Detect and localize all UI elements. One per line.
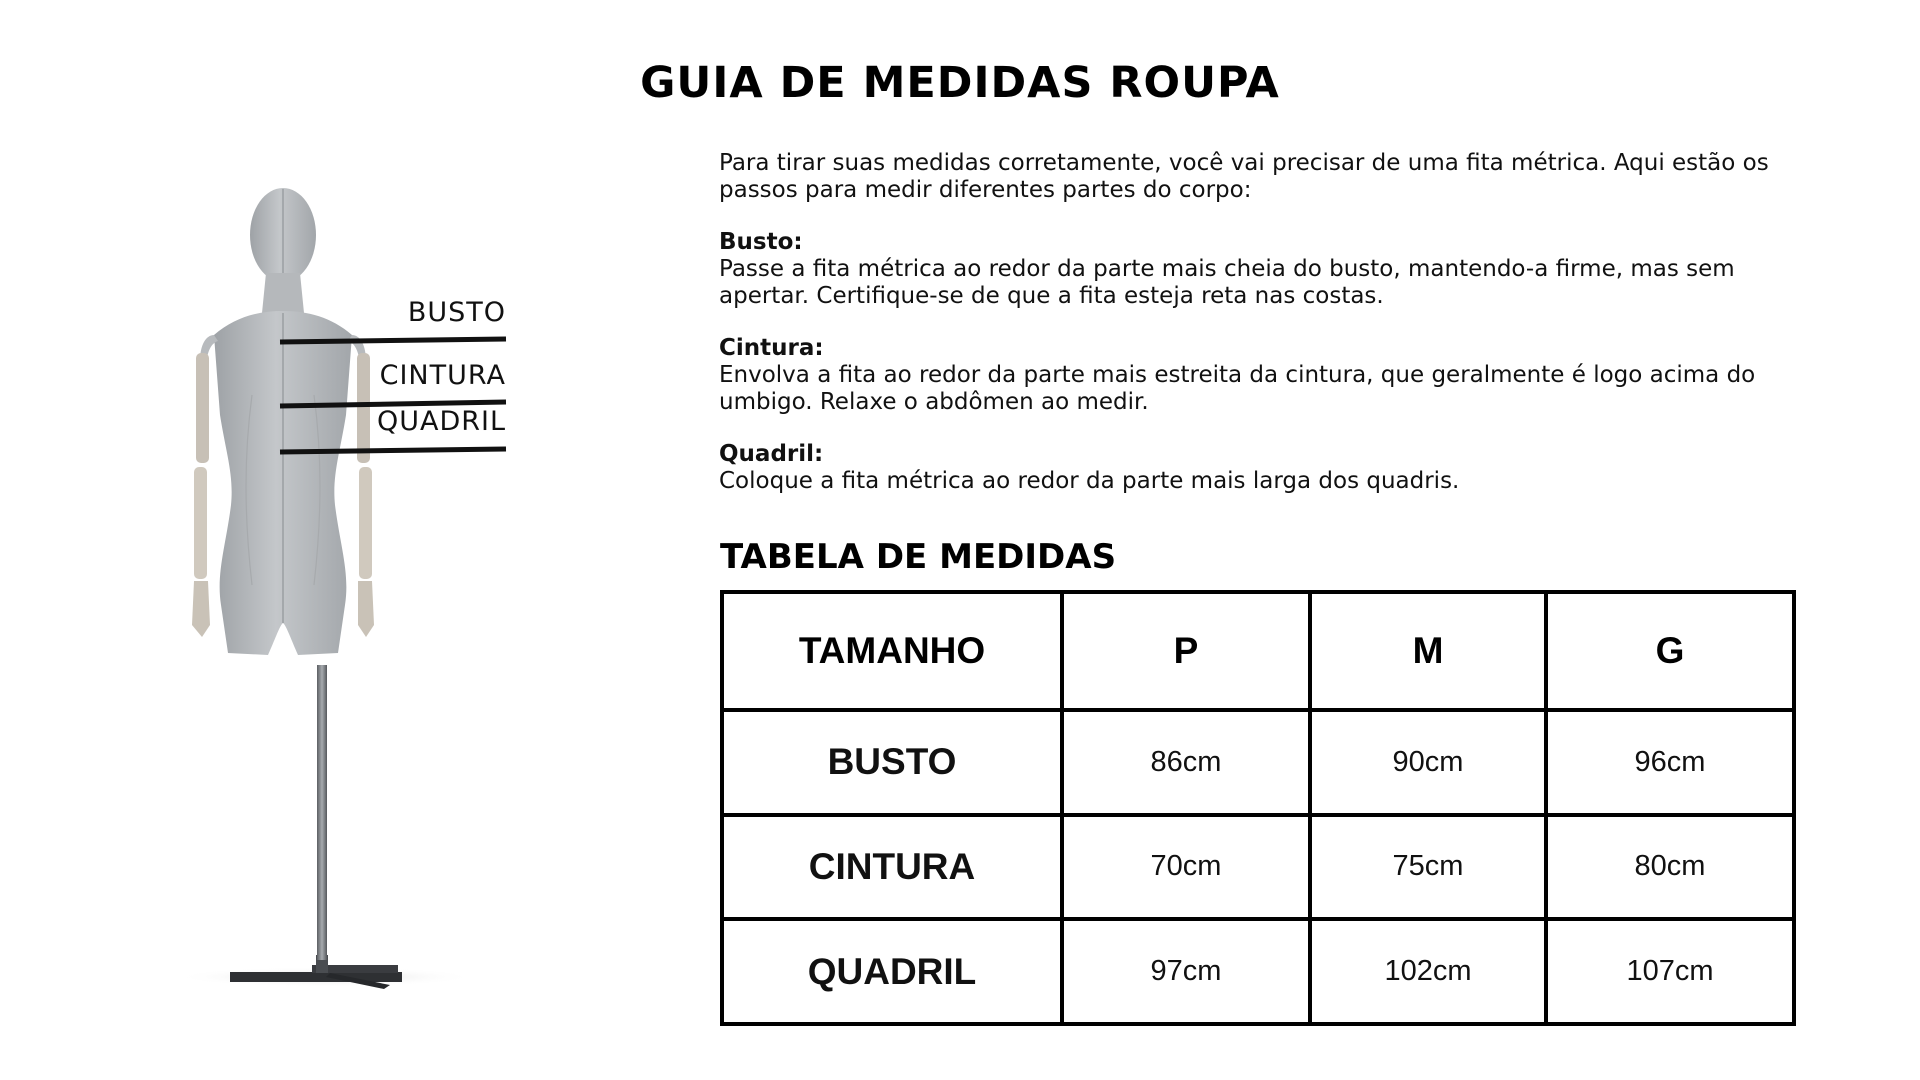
row-label: BUSTO (722, 710, 1062, 815)
section-cintura (719, 335, 1809, 416)
header-p: P (1062, 592, 1310, 710)
section-text: Passe a fita métrica ao redor da parte mais cheia do busto, mantendo-a firme, mas sem apertar. Certifique-se de que a fita esteja reta nas costas. (719, 256, 1735, 309)
header-tamanho: TAMANHO (722, 592, 1062, 710)
cell-value: 86cm (1062, 710, 1310, 815)
cell-value: 75cm (1310, 815, 1546, 920)
label-cintura: CINTURA (379, 360, 506, 391)
section-busto (719, 229, 1809, 310)
intro-text: Para tirar suas medidas corretamente, você vai precisar de uma fita métrica. Aqui estão os passos para medir diferentes partes do corpo: (719, 150, 1769, 203)
cell-value: 80cm (1546, 815, 1794, 920)
table-row (722, 710, 1794, 815)
cell-value: 102cm (1310, 919, 1546, 1024)
quadril-line (280, 449, 506, 452)
table-row (722, 815, 1794, 920)
section-heading: Cintura: (719, 335, 824, 361)
row-label: CINTURA (722, 815, 1062, 920)
header-g: G (1546, 592, 1794, 710)
label-busto: BUSTO (407, 297, 506, 328)
section-text: Envolva a fita ao redor da parte mais estreita da cintura, que geralmente é logo acima do umbigo. Relaxe o abdômen ao medir. (719, 362, 1756, 415)
cell-value: 70cm (1062, 815, 1310, 920)
mannequin-figure (140, 185, 660, 1005)
label-quadril: QUADRIL (376, 406, 506, 437)
section-quadril (719, 441, 1809, 495)
cell-value: 96cm (1546, 710, 1794, 815)
cell-value: 90cm (1310, 710, 1546, 815)
header-m: M (1310, 592, 1546, 710)
table-title: TABELA DE MEDIDAS (720, 537, 1117, 577)
cell-value: 97cm (1062, 919, 1310, 1024)
table-header-row (722, 592, 1794, 710)
section-text: Coloque a fita métrica ao redor da parte mais larga dos quadris. (719, 468, 1460, 494)
cell-value: 107cm (1546, 919, 1794, 1024)
section-heading: Busto: (719, 229, 803, 255)
busto-line (280, 339, 506, 342)
page-title: GUIA DE MEDIDAS ROUPA (640, 58, 1280, 108)
table-row (722, 919, 1794, 1024)
size-table (720, 590, 1796, 1026)
section-heading: Quadril: (719, 441, 824, 467)
row-label: QUADRIL (722, 919, 1062, 1024)
measurement-guide (719, 150, 1809, 520)
